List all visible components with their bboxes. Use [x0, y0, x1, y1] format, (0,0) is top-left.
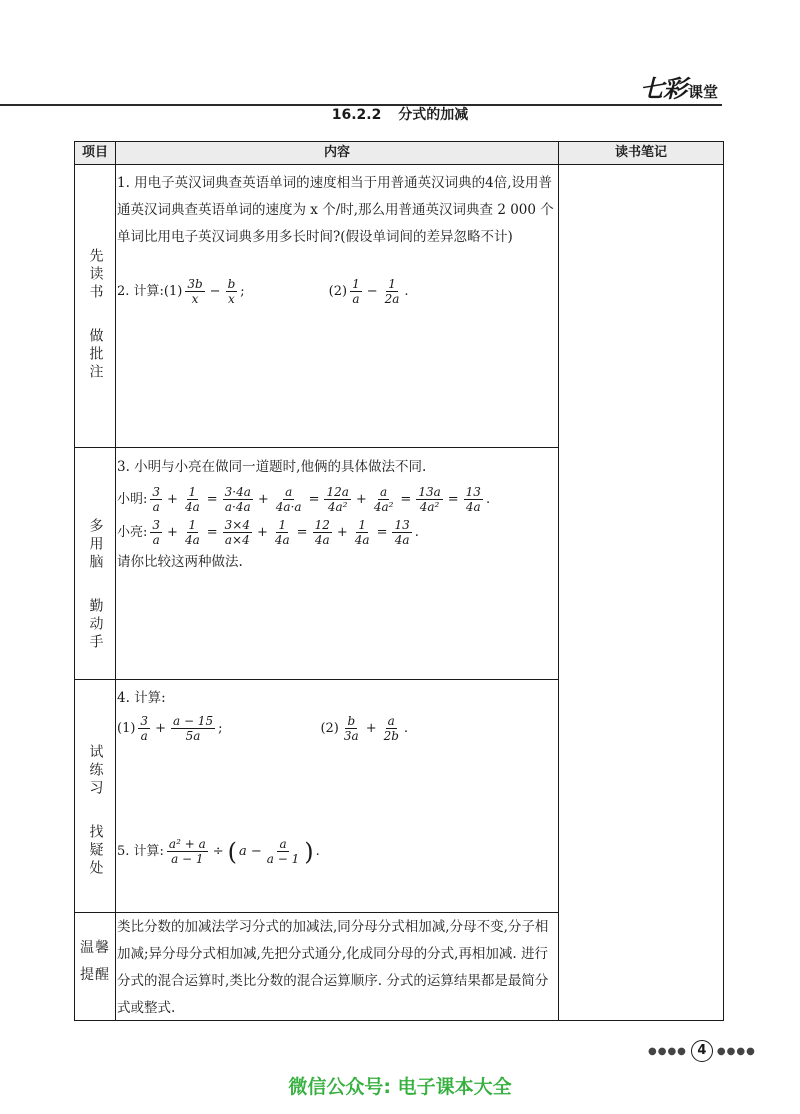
denominator: a − 1: [266, 852, 300, 866]
right-paren: ): [304, 837, 314, 866]
numerator: b: [227, 277, 236, 291]
q4a-label: (1): [117, 721, 136, 736]
denominator: 4a: [274, 533, 290, 547]
denominator: 2a: [384, 292, 400, 306]
question-4: 4. 计算:: [117, 690, 166, 706]
operator: =: [206, 492, 218, 507]
denominator: 4a: [354, 533, 370, 547]
numerator: 13: [394, 518, 410, 532]
numerator: 12a: [326, 485, 349, 499]
fraction: [416, 485, 442, 514]
denominator: a·4a: [224, 500, 251, 514]
fraction: [226, 277, 238, 306]
side-text-1: 试练习: [87, 744, 104, 798]
row-divider-1: [75, 447, 558, 448]
page-number: 4: [691, 1040, 713, 1062]
fraction: [392, 518, 411, 547]
col-divider-1: [115, 142, 116, 1020]
denominator: 4a²: [419, 500, 440, 514]
section-name: 分式的加减: [398, 107, 469, 123]
numerator: a − 15: [172, 714, 214, 728]
denominator: 4a: [184, 533, 200, 547]
tip-text: 类比分数的加减法学习分式的加减法,同分母分式相加减,分母不变,分子相加减;异分母分式相加减,先把分式通分,化成同分母的分式,再相加减. 进行分式的混合运算时,类比分数的混合运算顺序. 分式的运算结果都是最简分式或整式.: [117, 919, 549, 1016]
header-divider: [75, 164, 723, 165]
page-number-badge: [648, 1040, 756, 1062]
fraction: [383, 277, 402, 306]
operator: =: [447, 492, 459, 507]
operator: =: [400, 492, 412, 507]
q4b-label: (2): [320, 721, 339, 736]
fraction: [350, 277, 362, 306]
punct: .: [404, 284, 409, 299]
xiaoliang-solution: [117, 518, 555, 547]
fraction: [273, 518, 292, 547]
numerator: 3: [140, 714, 149, 728]
xiaoming-solution: [117, 485, 555, 514]
numerator: a: [279, 837, 287, 851]
question-1: 1. 用电子英汉词典查英语单词的速度相当于用普通英汉词典的4倍,设用普通英汉词典查英语单词的速度为 x 个/时,那么用普通英汉词典查 2 000 个单词比用电子英汉词典多用多长时间?(假设单词间的差异忽略不计): [117, 175, 554, 245]
fraction: [274, 485, 304, 514]
punct: .: [414, 525, 419, 540]
denominator: a: [140, 729, 148, 743]
numerator: 13: [465, 485, 481, 499]
numerator: 1: [388, 277, 396, 291]
numerator: 1: [352, 277, 360, 291]
numerator: 3b: [187, 277, 203, 291]
denominator: x: [228, 292, 235, 306]
fraction: [464, 485, 483, 514]
inner-term: a −: [239, 844, 262, 859]
brand-logo: [640, 74, 718, 104]
fraction: [138, 714, 150, 743]
numerator: a: [380, 485, 388, 499]
numerator: a: [387, 714, 395, 728]
numerator: b: [347, 714, 356, 728]
side-label-think: [75, 512, 115, 658]
numerator: 3: [152, 518, 161, 532]
row-practice-content: [117, 685, 555, 866]
fraction: [342, 714, 361, 743]
denominator: a: [352, 292, 360, 306]
punct: ;: [240, 284, 245, 299]
denominator: 4a: [184, 500, 200, 514]
side-text-2: 勤动手: [87, 598, 104, 652]
question-2: [117, 277, 555, 306]
fraction: [223, 485, 253, 514]
fraction: [185, 277, 204, 306]
denominator: a: [152, 500, 160, 514]
numerator: 1: [188, 485, 197, 499]
operator: +: [257, 492, 269, 507]
side-label-tip: [75, 938, 115, 986]
numerator: 1: [188, 518, 197, 532]
denominator: 4a: [314, 533, 330, 547]
operator: +: [155, 721, 166, 736]
side-label-read: [75, 242, 115, 388]
operator: =: [206, 525, 218, 540]
operator: +: [336, 525, 348, 540]
header-content: 内容: [116, 142, 558, 164]
punct: ;: [218, 721, 223, 736]
question-3: 3. 小明与小亮在做同一道题时,他俩的具体做法不同.: [117, 459, 427, 475]
denominator: 3a: [343, 729, 359, 743]
compare-prompt: 请你比较这两种做法.: [117, 554, 243, 570]
operator: =: [296, 525, 308, 540]
section-number: 16.2.2: [331, 107, 382, 123]
denominator: 4a: [394, 533, 410, 547]
numerator: 1: [278, 518, 287, 532]
fraction: [167, 837, 208, 866]
denominator: a×4: [224, 533, 250, 547]
left-paren: (: [227, 837, 238, 866]
operator: −: [209, 284, 221, 299]
numerator: 12: [314, 518, 330, 532]
fraction: [183, 518, 202, 547]
punct: .: [315, 844, 320, 859]
operator: +: [256, 525, 268, 540]
denominator: 4a: [465, 500, 481, 514]
numerator: a: [285, 485, 293, 499]
row-read-content: [117, 170, 555, 306]
question-5: [117, 837, 555, 866]
fraction: [372, 485, 396, 514]
fraction: [150, 518, 162, 547]
row-divider-2: [75, 679, 558, 680]
numerator: 13a: [418, 485, 441, 499]
denominator: a: [152, 533, 160, 547]
fraction: [223, 518, 252, 547]
study-table: [74, 141, 724, 1021]
row-think-content: [117, 454, 555, 576]
denominator: 2b: [383, 729, 399, 743]
xiaoliang-label: 小亮:: [117, 525, 148, 540]
numerator: 1: [358, 518, 366, 532]
dots-decoration: ●●●●: [716, 1045, 756, 1057]
brand-script: 七彩: [640, 74, 686, 103]
punct: .: [485, 492, 491, 507]
operator: =: [376, 525, 388, 540]
brand-suffix: 课堂: [688, 83, 719, 101]
denominator: 5a: [185, 729, 201, 743]
operator: +: [167, 492, 178, 507]
row-divider-3: [75, 912, 558, 913]
fraction: [150, 485, 162, 514]
q5-label: 5. 计算:: [117, 844, 164, 859]
numerator: 3·4a: [224, 485, 251, 499]
col-divider-2: [558, 142, 559, 1020]
header-item: 项目: [75, 142, 115, 164]
denominator: 4a·a: [275, 500, 302, 514]
denominator: a − 1: [171, 852, 204, 866]
header-notes: 读书笔记: [559, 142, 723, 164]
numerator: a² + a: [168, 837, 206, 851]
operator: −: [366, 284, 378, 299]
side-text-1: 先读书: [87, 248, 104, 302]
denominator: 4a²: [373, 500, 394, 514]
denominator: 4a²: [327, 500, 348, 514]
dots-decoration: ●●●●: [648, 1045, 687, 1057]
numerator: 3: [152, 485, 161, 499]
section-title: [0, 104, 800, 124]
side-text-2: 找疑处: [87, 824, 104, 878]
punct: .: [403, 721, 409, 736]
side-text-2: 提醒: [80, 967, 110, 983]
fraction: [313, 518, 332, 547]
fraction: [353, 518, 372, 547]
fraction: [265, 837, 301, 866]
fraction: [324, 485, 350, 514]
operator: +: [167, 525, 178, 540]
fraction: [171, 714, 215, 743]
fraction: [382, 714, 401, 743]
watermark: 微信公众号: 电子课本大全: [288, 1076, 512, 1098]
side-text-2: 做批注: [87, 328, 104, 382]
operator: =: [308, 492, 320, 507]
question-4-parts: [117, 714, 555, 743]
row-tip-content: [117, 914, 555, 1022]
operator: +: [365, 721, 377, 736]
operator: ÷: [212, 844, 224, 859]
side-text-1: 温馨: [80, 940, 110, 956]
fraction: [183, 485, 202, 514]
q2b-label: (2): [328, 284, 348, 299]
xiaoming-label: 小明:: [117, 492, 148, 507]
numerator: 3×4: [224, 518, 250, 532]
operator: +: [355, 492, 367, 507]
side-label-practice: [75, 738, 115, 884]
side-text-1: 多用脑: [87, 518, 104, 572]
q2-label: 2. 计算:(1): [117, 284, 183, 299]
denominator: x: [191, 292, 199, 306]
